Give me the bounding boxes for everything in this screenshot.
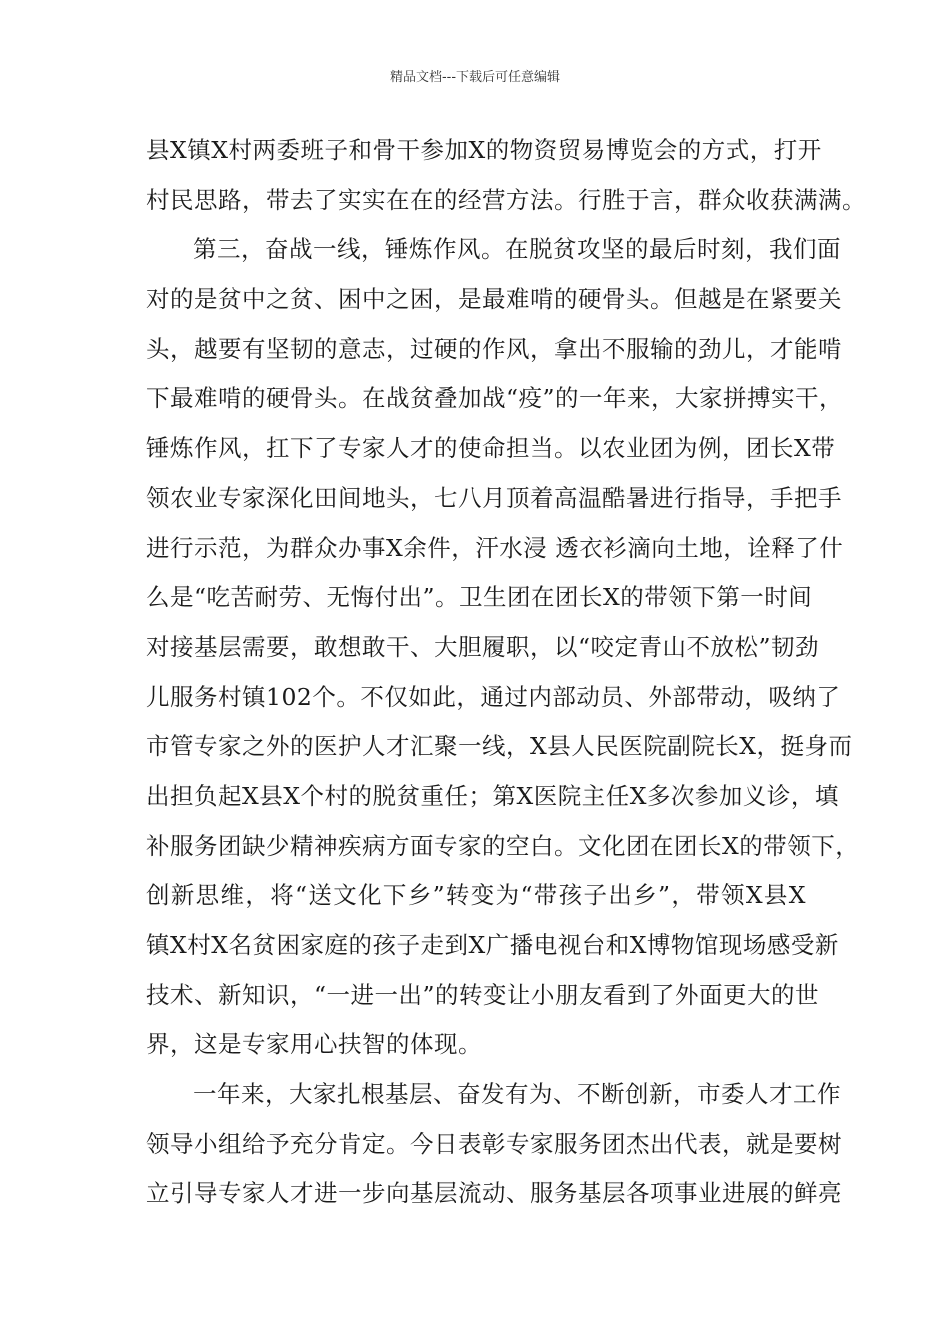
paragraph-line: 一年来，大家扎根基层、奋发有为、不断创新，市委人才工作 xyxy=(193,1080,841,1109)
paragraph-line: 技术、新知识，“一进一出”的转变让小朋友看到了外面更大的世 xyxy=(146,980,820,1009)
paragraph-line: 领农业专家深化田间地头，七八月顶着高温酷暑进行指导，手把手 xyxy=(146,483,842,512)
paragraph-line: 第三，奋战一线，锤炼作风。在脱贫攻坚的最后时刻，我们面 xyxy=(193,235,841,264)
paragraph-line: 补服务团缺少精神疾病方面专家的空白。文化团在团长X的带领下， xyxy=(146,831,860,860)
paragraph-line: 县X镇X村两委班子和骨干参加X的物资贸易博览会的方式，打开 xyxy=(146,136,822,164)
paragraph-line: 市管专家之外的医护人才汇聚一线，X县人民医院副院长X，挺身而 xyxy=(146,732,853,761)
paragraph-line: 下最难啃的硬骨头。在战贫叠加战“疫”的一年来，大家拼搏实干， xyxy=(146,384,844,413)
paragraph-line: 头，越要有坚韧的意志，过硬的作风，拿出不服输的劲儿，才能啃 xyxy=(146,334,842,363)
paragraph-line: 村民思路，带去了实实在在的经营方法。行胜于言，群众收获满满。 xyxy=(146,185,866,214)
paragraph-line: 对的是贫中之贫、困中之困，是最难啃的硬骨头。但越是在紧要关 xyxy=(146,285,842,314)
paragraph-line: 么是“吃苦耐劳、无悔付出”。卫生团在团长X的带领下第一时间 xyxy=(146,583,813,612)
paragraph-line: 锤炼作风，扛下了专家人才的使命担当。以农业团为例，团长X带 xyxy=(146,434,836,463)
paragraph-line: 镇X村X名贫困家庭的孩子走到X广播电视台和X博物馆现场感受新 xyxy=(146,931,839,959)
paragraph-line: 创新思维，将“送文化下乡”转变为“带孩子出乡”，带领X县X xyxy=(146,881,806,910)
document-body xyxy=(146,126,866,1219)
paragraph-line: 界，这是专家用心扶智的体现。 xyxy=(146,1030,482,1059)
paragraph-line: 立引导专家人才进一步向基层流动、服务基层各项事业进展的鲜亮 xyxy=(146,1179,842,1208)
paragraph-line: 对接基层需要，敢想敢干、大胆履职，以“咬定青山不放松”韧劲 xyxy=(146,632,820,661)
paragraph-line: 出担负起X县X个村的脱贫重任；第X医院主任X多次参加义诊，填 xyxy=(146,781,839,810)
paragraph-line: 进行示范，为群众办事X余件，汗水浸 透衣衫滴向土地，诠释了什 xyxy=(146,533,844,562)
paragraph-line: 儿服务村镇102个。不仅如此，通过内部动员、外部带动，吸纳了 xyxy=(146,682,841,711)
page-header: 精品文档---下载后可任意编辑 xyxy=(389,70,561,85)
paragraph-line: 领导小组给予充分肯定。今日表彰专家服务团杰出代表，就是要树 xyxy=(146,1129,842,1158)
